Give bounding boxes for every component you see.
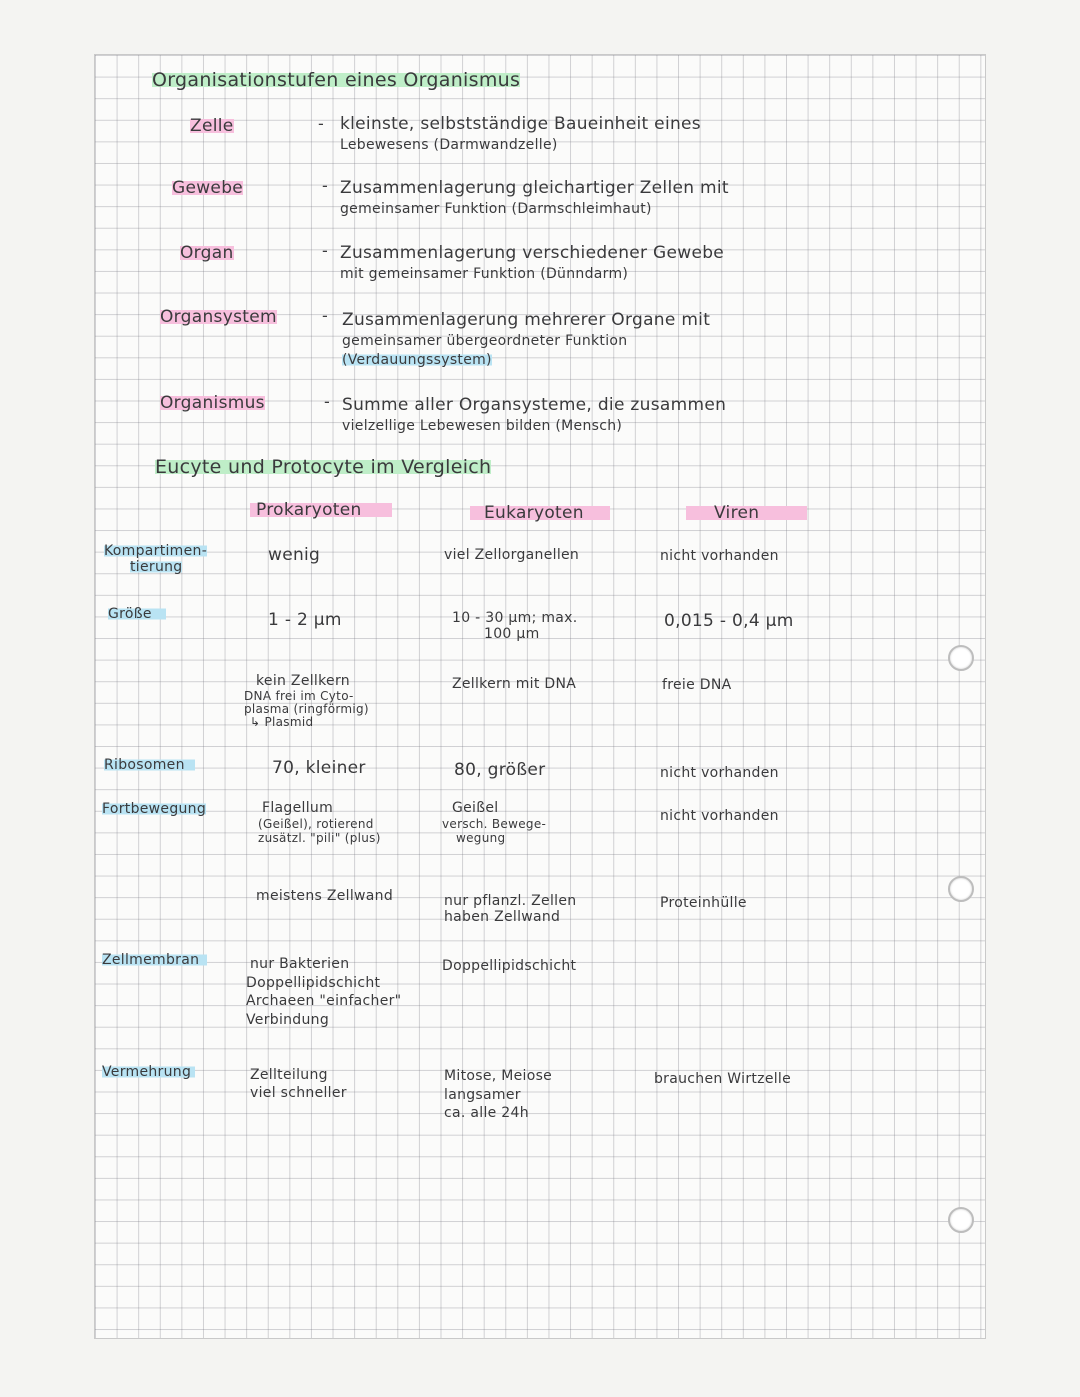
dash: -	[322, 176, 328, 195]
cell-pro-2: DNA frei im Cyto-	[244, 689, 354, 703]
def-organ-1: Zusammenlagerung verschiedener Gewebe	[340, 243, 725, 263]
punch-hole	[948, 1207, 974, 1233]
def-organismus-2: vielzellige Lebewesen bilden (Mensch)	[342, 418, 623, 434]
header-viren: Viren	[686, 503, 807, 523]
cell-pro-3: zusätzl. "pili" (plus)	[258, 831, 381, 845]
section2-title: Eucyte und Protocyte im Vergleich	[155, 456, 492, 478]
cell-pro: 1 - 2 µm	[268, 610, 342, 630]
term-organ: Organ	[180, 243, 234, 263]
def-organsystem-3: (Verdauungssystem)	[342, 352, 492, 368]
cell-pro-3: Archaeen "einfacher"	[246, 993, 402, 1009]
row-label-fortbewegung: Fortbewegung	[102, 801, 207, 817]
header-prokaryoten: Prokaryoten	[250, 500, 392, 520]
term-organismus: Organismus	[160, 393, 265, 413]
cell-euk: Mitose, Meiose	[444, 1068, 553, 1084]
cell-euk: Geißel	[452, 800, 499, 816]
cell-euk: 80, größer	[454, 760, 546, 780]
row-label-zellmembran: Zellmembran	[102, 952, 207, 968]
cell-euk-3: ca. alle 24h	[444, 1105, 529, 1121]
header-eukaryoten: Eukaryoten	[470, 503, 610, 523]
def-organismus-1: Summe aller Organsysteme, die zusammen	[342, 395, 727, 415]
term-gewebe: Gewebe	[172, 178, 244, 198]
cell-pro: meistens Zellwand	[256, 888, 394, 904]
dash: -	[322, 241, 328, 260]
cell-pro: wenig	[268, 545, 321, 565]
cell-pro-4: Verbindung	[246, 1012, 330, 1028]
cell-pro: kein Zellkern	[256, 673, 350, 689]
def-gewebe-2: gemeinsamer Funktion (Darmschleimhaut)	[340, 201, 652, 217]
cell-pro: 70, kleiner	[272, 758, 366, 778]
def-zelle-1: kleinste, selbstständige Baueinheit eines	[340, 114, 701, 134]
cell-euk: viel Zellorganellen	[444, 547, 580, 563]
cell-euk: 10 - 30 µm; max.	[452, 610, 578, 626]
section1-title: Organisationstufen eines Organismus	[152, 69, 521, 91]
def-zelle-2: Lebewesens (Darmwandzelle)	[340, 137, 558, 153]
cell-euk-3: wegung	[456, 831, 506, 845]
def-organsystem-1: Zusammenlagerung mehrerer Organe mit	[342, 310, 711, 330]
cell-pro-2: (Geißel), rotierend	[258, 817, 374, 831]
cell-vir: nicht vorhanden	[660, 548, 779, 564]
cell-euk: Doppellipidschicht	[442, 958, 577, 974]
term-zelle: Zelle	[190, 116, 234, 136]
cell-euk-2: langsamer	[444, 1087, 521, 1103]
cell-euk: Zellkern mit DNA	[452, 676, 577, 692]
row-label-kompartimentierung-2: tierung	[130, 559, 183, 575]
cell-pro: Flagellum	[262, 800, 334, 816]
cell-euk-2: versch. Bewege-	[442, 817, 547, 831]
cell-pro-3: plasma (ringförmig)	[244, 702, 369, 716]
dash: -	[324, 392, 330, 411]
def-organ-2: mit gemeinsamer Funktion (Dünndarm)	[340, 266, 629, 282]
def-gewebe-1: Zusammenlagerung gleichartiger Zellen mit	[340, 178, 729, 198]
cell-euk: nur pflanzl. Zellen	[444, 893, 577, 909]
cell-pro-2: Doppellipidschicht	[246, 975, 381, 991]
dash: -	[322, 306, 328, 325]
cell-euk-2: haben Zellwand	[444, 909, 561, 925]
cell-vir: freie DNA	[662, 677, 732, 693]
term-organsystem: Organsystem	[160, 307, 277, 327]
row-label-ribosomen: Ribosomen	[104, 757, 195, 773]
cell-vir: Proteinhülle	[660, 895, 747, 911]
cell-vir: nicht vorhanden	[660, 808, 779, 824]
cell-vir: nicht vorhanden	[660, 765, 779, 781]
row-label-groesse: Größe	[108, 606, 166, 622]
punch-hole	[948, 876, 974, 902]
row-label-vermehrung: Vermehrung	[102, 1064, 195, 1080]
cell-pro-2: viel schneller	[250, 1085, 347, 1101]
cell-vir: 0,015 - 0,4 µm	[664, 611, 794, 631]
row-label-kompartimentierung-1: Kompartimen-	[104, 543, 208, 559]
cell-vir: brauchen Wirtzelle	[654, 1071, 792, 1087]
cell-pro: Zellteilung	[250, 1067, 328, 1083]
cell-euk-2: 100 µm	[484, 626, 540, 642]
def-organsystem-2: gemeinsamer übergeordneter Funktion	[342, 333, 628, 349]
punch-hole	[948, 645, 974, 671]
cell-pro-4: ↳ Plasmid	[250, 715, 314, 729]
dash: -	[318, 114, 324, 133]
cell-pro: nur Bakterien	[250, 956, 350, 972]
